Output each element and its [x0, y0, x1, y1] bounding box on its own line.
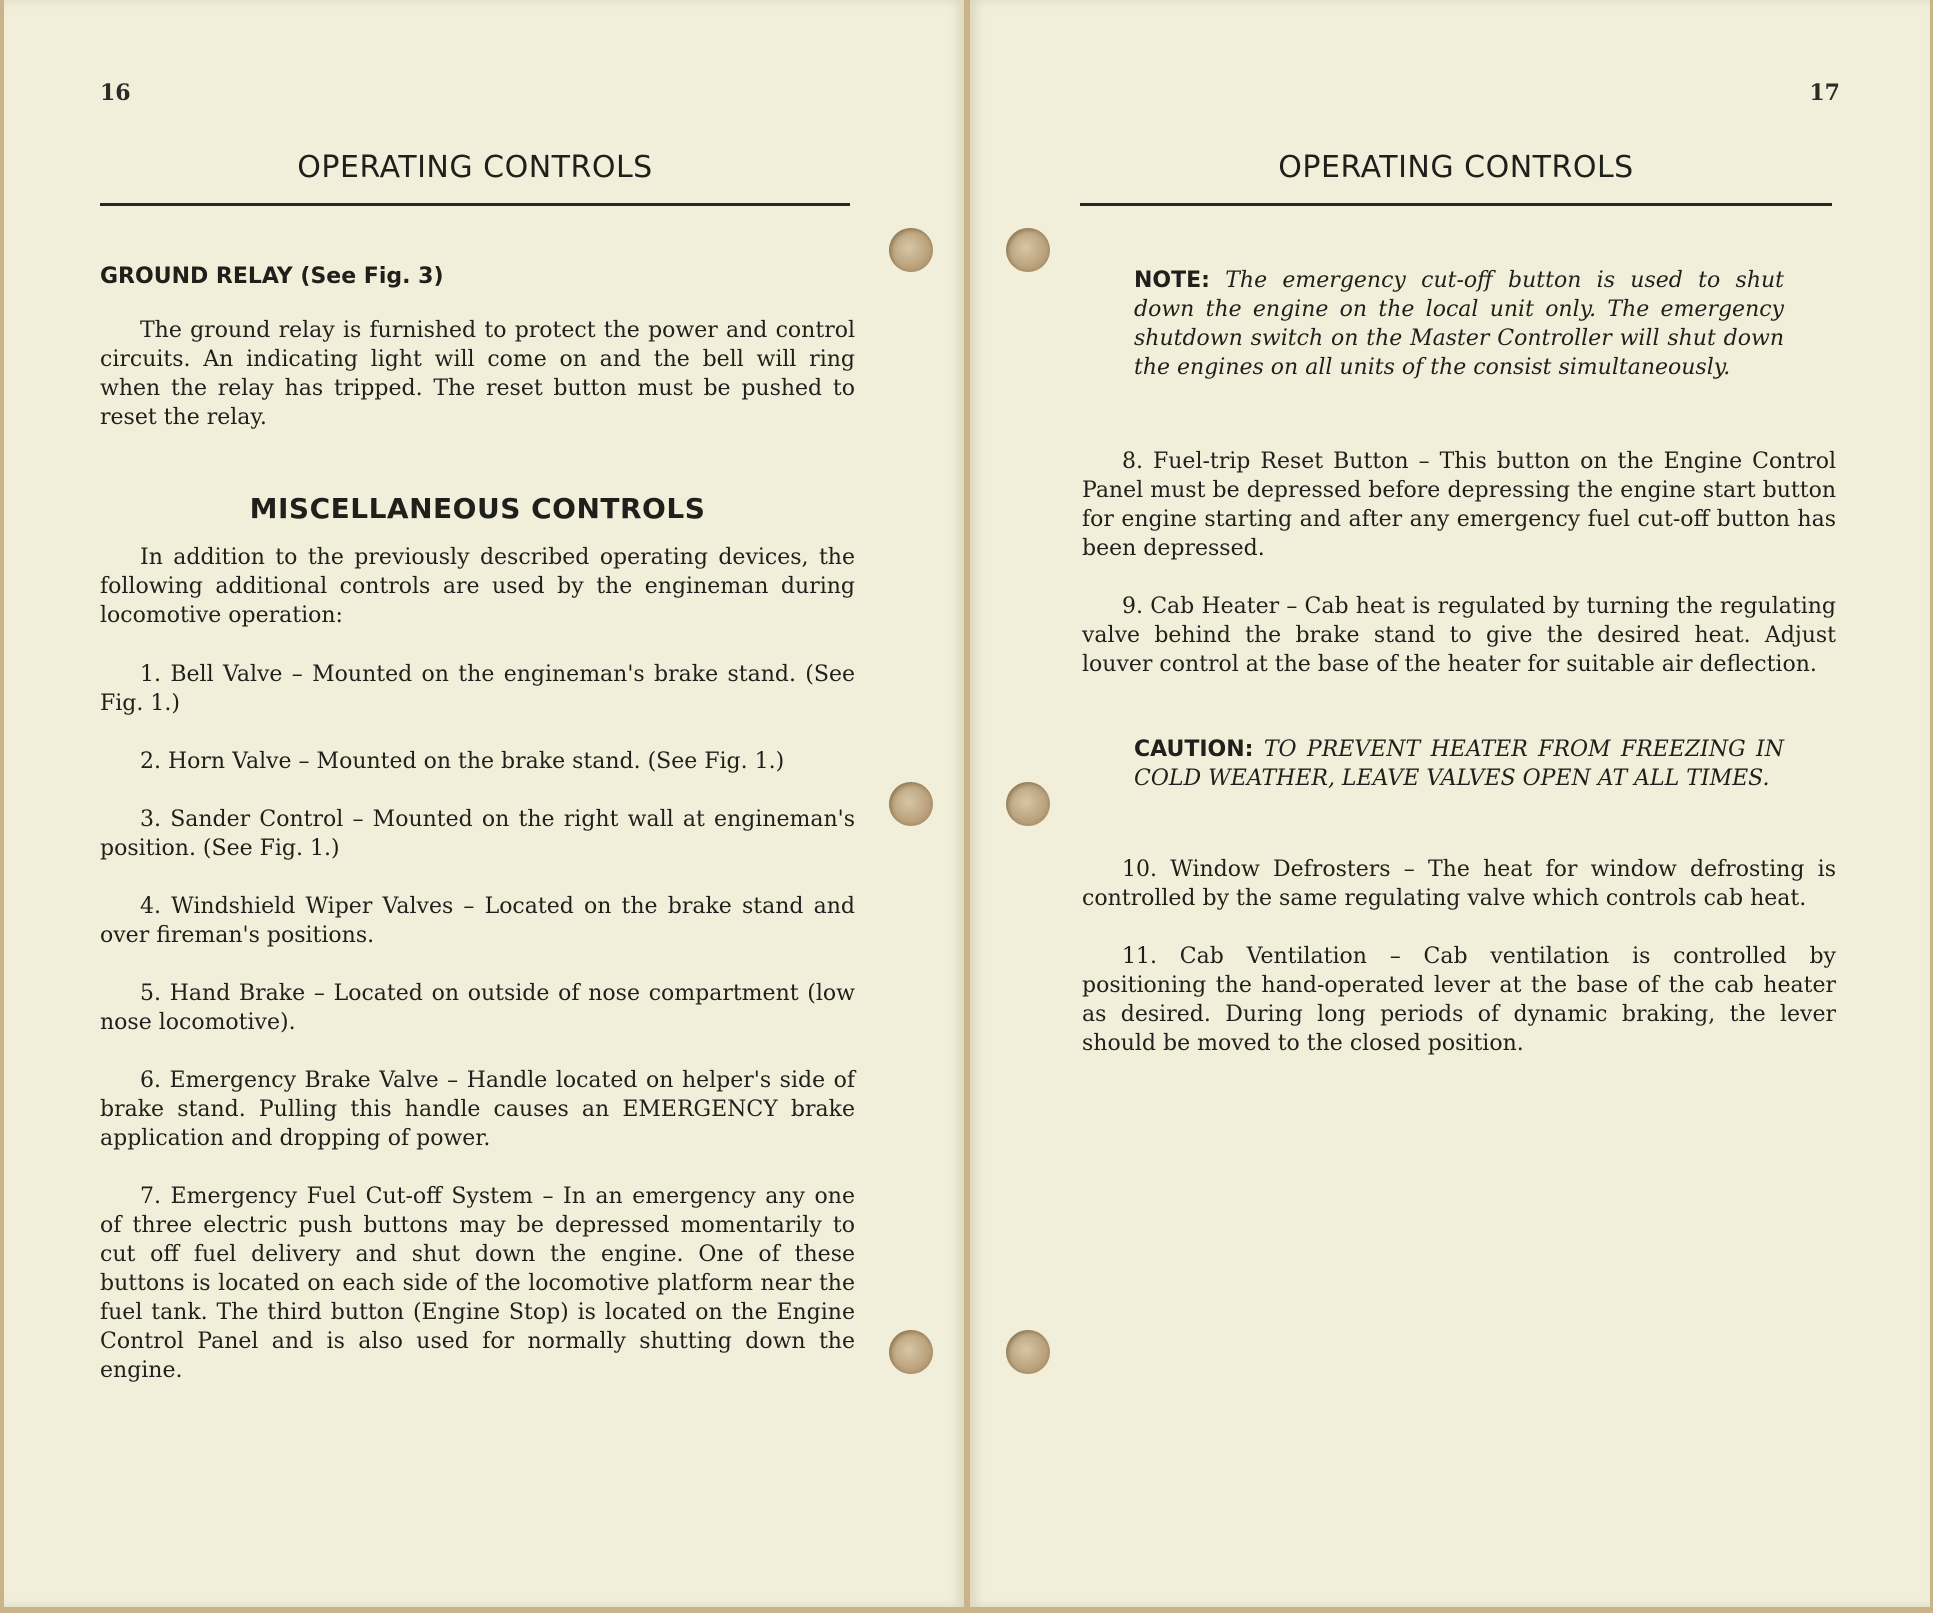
note-block — [1134, 266, 1784, 382]
right-column — [1082, 266, 1836, 1058]
ground-relay-heading: GROUND RELAY (See Fig. 3) — [100, 264, 444, 289]
list-item: 3. Sander Control – Mounted on the right wall at engineman's position. (See Fig. 1.) — [100, 807, 855, 861]
right-page — [970, 0, 1930, 1607]
running-head-left: OPERATING CONTROLS — [297, 150, 653, 185]
binder-hole — [889, 782, 933, 826]
list-item: 7. Emergency Fuel Cut-off System – In an emergency any one of three electric push buttons may be depressed momentarily to cut off fuel delivery and shut down the engine. One of these buttons is located on each side of the locomotive platform near the fuel tank. The third button (Engine Stop) is located on the Engine Control Panel and is also used for normally shutting down the engine. — [100, 1184, 855, 1383]
misc-controls-title: MISCELLANEOUS CONTROLS — [249, 492, 706, 525]
list-item: 2. Horn Valve – Mounted on the brake stand. (See Fig. 1.) — [140, 749, 785, 774]
list-item: 4. Windshield Wiper Valves – Located on the brake stand and over fireman's positions. — [100, 894, 855, 948]
misc-intro: In addition to the previously described operating devices, the following additional controls are used by the engineman during locomotive operation: — [100, 545, 855, 628]
binder-hole — [1006, 782, 1050, 826]
left-page — [4, 0, 964, 1607]
note-label: NOTE: — [1134, 268, 1210, 293]
page-number-left: 16 — [100, 80, 131, 106]
header-rule-right — [1080, 203, 1832, 206]
running-head-right: OPERATING CONTROLS — [1278, 150, 1634, 185]
page-number-right: 17 — [1809, 80, 1840, 106]
caution-label: CAUTION: — [1134, 737, 1254, 762]
note-text: The emergency cut-off button is used to shut down the engine on the local unit only. The emergency shutdown switch on the Master Controller will shut down the engines on all units of the consist simultaneously. — [1134, 268, 1784, 380]
caution-text: TO PREVENT HEATER FROM FREEZING IN COLD WEATHER, LEAVE VALVES OPEN AT ALL TIMES. — [1134, 737, 1784, 791]
ground-relay-body: The ground relay is furnished to protect the power and control circuits. An indicating light will come on and the bell will ring when the relay has tripped. The reset button must be pushed to reset the relay. — [100, 318, 855, 430]
binder-hole — [1006, 228, 1050, 272]
list-item: 1. Bell Valve – Mounted on the engineman's brake stand. (See Fig. 1.) — [100, 662, 855, 716]
header-rule-left — [100, 203, 850, 206]
left-column — [100, 262, 855, 1385]
list-item: 8. Fuel-trip Reset Button – This button on the Engine Control Panel must be depressed before depressing the engine start button for engine starting and after any emergency fuel cut-off button has been depressed. — [1082, 449, 1836, 561]
binder-hole — [1006, 1330, 1050, 1374]
list-item: 11. Cab Ventilation – Cab ventilation is controlled by positioning the hand-operated lever at the base of the cab heater as desired. During long periods of dynamic braking, the lever should be moved to the closed position. — [1082, 944, 1836, 1056]
binder-hole — [889, 1330, 933, 1374]
list-item: 9. Cab Heater – Cab heat is regulated by turning the regulating valve behind the brake stand to give the desired heat. Adjust louver control at the base of the heater for suitable air deflection. — [1082, 594, 1836, 677]
list-item: 5. Hand Brake – Located on outside of nose compartment (low nose locomotive). — [100, 981, 855, 1035]
binder-hole — [889, 228, 933, 272]
list-item: 10. Window Defrosters – The heat for window defrosting is controlled by the same regulating valve which controls cab heat. — [1082, 857, 1836, 911]
list-item: 6. Emergency Brake Valve – Handle located on helper's side of brake stand. Pulling this handle causes an EMERGENCY brake application and dropping of power. — [100, 1068, 855, 1151]
caution-block — [1134, 735, 1784, 793]
